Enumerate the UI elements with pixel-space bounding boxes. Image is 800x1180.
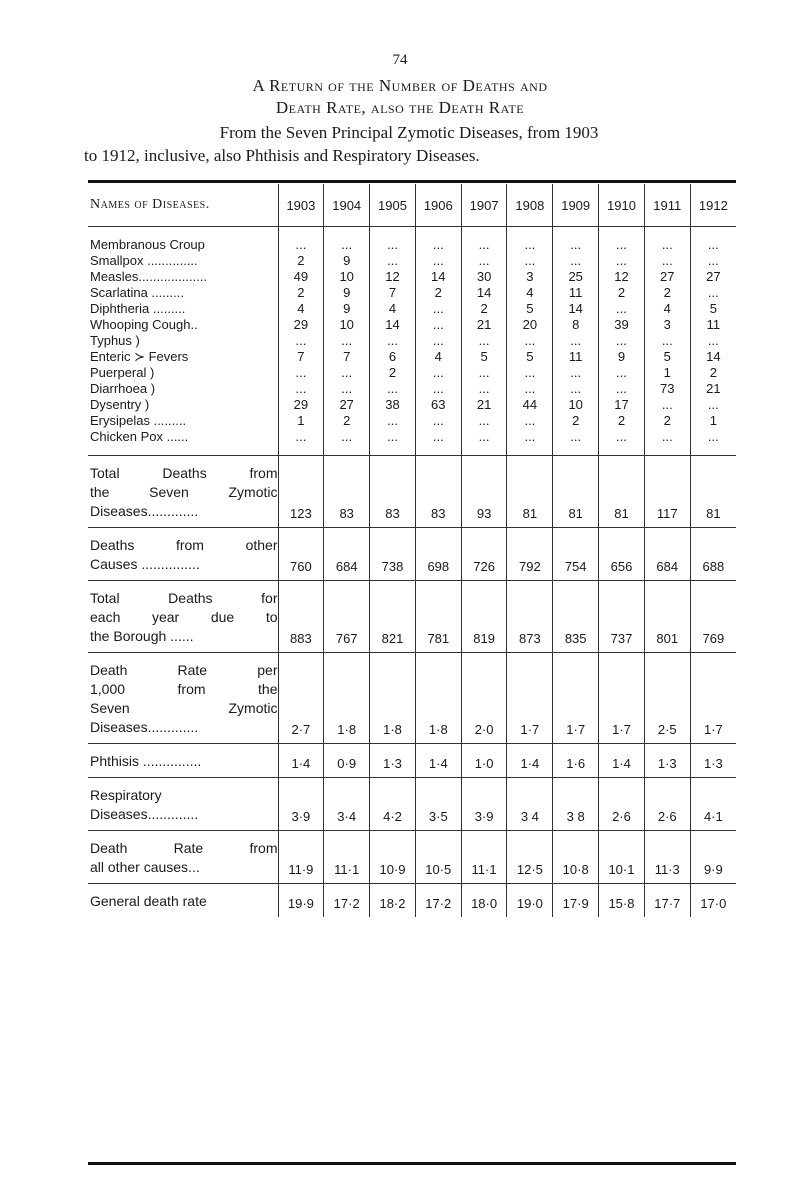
summary-label-line: Phthisis ............... bbox=[90, 753, 202, 769]
disease-value: ... bbox=[707, 333, 719, 348]
disease-value: ... bbox=[553, 365, 599, 381]
disease-value: ... bbox=[553, 227, 599, 253]
column-header-year: 1903 bbox=[278, 184, 324, 227]
summary-row bbox=[88, 744, 736, 778]
disease-name: Enteric ≻ Fevers bbox=[88, 349, 278, 365]
disease-value: ... bbox=[644, 227, 690, 253]
disease-row bbox=[88, 413, 736, 429]
disease-value: ... bbox=[415, 413, 461, 429]
disease-value: 25 bbox=[553, 269, 599, 285]
subtitle-line-1: From the Seven Principal Zymotic Diseases, from 1903 bbox=[219, 123, 599, 142]
disease-name: Membranous Croup bbox=[88, 227, 278, 253]
disease-name: Dysentry ) bbox=[88, 397, 278, 413]
disease-value: 27 bbox=[324, 397, 370, 413]
disease-row bbox=[88, 365, 736, 381]
disease-name: Erysipelas ......... bbox=[88, 413, 278, 429]
summary-value: 781 bbox=[415, 581, 461, 653]
disease-value: 4 bbox=[415, 349, 461, 365]
disease-row bbox=[88, 349, 736, 365]
summary-value: 3 4 bbox=[507, 778, 553, 831]
disease-value: 21 bbox=[461, 317, 507, 333]
disease-value: 7 bbox=[370, 285, 416, 301]
disease-value: 29 bbox=[278, 397, 324, 413]
summary-row bbox=[88, 581, 736, 653]
summary-label-line: Death Rate from bbox=[90, 840, 278, 856]
disease-value: 27 bbox=[644, 269, 690, 285]
disease-value: 4 bbox=[644, 301, 690, 317]
disease-value: 3 bbox=[644, 317, 690, 333]
summary-value: 81 bbox=[706, 506, 721, 521]
disease-value: 20 bbox=[507, 317, 553, 333]
summary-value: 81 bbox=[553, 456, 599, 528]
disease-value: 14 bbox=[415, 269, 461, 285]
disease-name: Measles................... bbox=[88, 269, 278, 285]
summary-value: 1·4 bbox=[599, 744, 645, 778]
disease-row bbox=[88, 397, 736, 413]
disease-value: 5 bbox=[709, 301, 717, 316]
top-rule bbox=[88, 180, 736, 183]
disease-value: 14 bbox=[461, 285, 507, 301]
disease-value: 21 bbox=[706, 381, 721, 396]
summary-value: 17·7 bbox=[644, 884, 690, 917]
summary-row bbox=[88, 653, 736, 744]
disease-value: ... bbox=[370, 227, 416, 253]
disease-value: 9 bbox=[324, 301, 370, 317]
disease-value: ... bbox=[370, 429, 416, 456]
summary-label bbox=[88, 778, 278, 831]
summary-label-line: Deaths from other bbox=[90, 537, 278, 553]
summary-value: 4·2 bbox=[370, 778, 416, 831]
summary-value: 81 bbox=[599, 456, 645, 528]
column-header-year: 1912 bbox=[698, 197, 728, 213]
column-header-year: 1911 bbox=[644, 184, 690, 227]
summary-value: 3 8 bbox=[553, 778, 599, 831]
disease-value: 11 bbox=[706, 317, 721, 332]
summary-value: 83 bbox=[324, 456, 370, 528]
summary-label-line: Diseases............. bbox=[90, 503, 199, 519]
summary-label bbox=[88, 653, 278, 744]
summary-value: 1·3 bbox=[703, 756, 723, 771]
disease-value: ... bbox=[507, 253, 553, 269]
summary-value: 3·9 bbox=[461, 778, 507, 831]
summary-label bbox=[88, 456, 278, 528]
disease-value: ... bbox=[370, 333, 416, 349]
disease-row bbox=[88, 253, 736, 269]
disease-value: 11 bbox=[553, 285, 599, 301]
summary-value: 11·9 bbox=[278, 831, 324, 884]
disease-value: 2 bbox=[324, 413, 370, 429]
disease-value: ... bbox=[324, 365, 370, 381]
disease-value: ... bbox=[278, 227, 324, 253]
disease-value: 10 bbox=[553, 397, 599, 413]
summary-label-line: Causes ............... bbox=[90, 556, 200, 572]
summary-label-line: Diseases............. bbox=[90, 806, 199, 822]
summary-label bbox=[88, 528, 278, 581]
disease-value: ... bbox=[553, 381, 599, 397]
disease-value: ... bbox=[370, 413, 416, 429]
disease-value: 2 bbox=[599, 285, 645, 301]
disease-value: ... bbox=[507, 365, 553, 381]
disease-value: 2 bbox=[461, 301, 507, 317]
summary-value: 2·0 bbox=[461, 653, 507, 744]
disease-value: 11 bbox=[553, 349, 599, 365]
disease-value: 10 bbox=[324, 269, 370, 285]
title-line-1: A Return of the Number of Deaths and bbox=[252, 76, 548, 95]
disease-value: 21 bbox=[461, 397, 507, 413]
summary-value: 10·1 bbox=[599, 831, 645, 884]
disease-name: Typhus ) bbox=[88, 333, 278, 349]
disease-name: Chicken Pox ...... bbox=[88, 429, 278, 456]
summary-label-line: General death rate bbox=[90, 893, 207, 909]
disease-value: 6 bbox=[370, 349, 416, 365]
summary-label-line: Total Deaths from bbox=[90, 465, 278, 481]
disease-value: 29 bbox=[278, 317, 324, 333]
disease-value: 14 bbox=[553, 301, 599, 317]
disease-value: ... bbox=[324, 333, 370, 349]
disease-name: Whooping Cough.. bbox=[88, 317, 278, 333]
summary-value: 2·5 bbox=[644, 653, 690, 744]
column-header-year: 1908 bbox=[507, 184, 553, 227]
disease-value: 2 bbox=[415, 285, 461, 301]
summary-value: 19·9 bbox=[278, 884, 324, 917]
disease-value: 2 bbox=[644, 285, 690, 301]
header-row bbox=[88, 184, 736, 227]
summary-row bbox=[88, 456, 736, 528]
summary-value: 792 bbox=[507, 528, 553, 581]
disease-value: ... bbox=[507, 227, 553, 253]
summary-value: 819 bbox=[461, 581, 507, 653]
summary-value: 1·6 bbox=[553, 744, 599, 778]
disease-value: ... bbox=[461, 227, 507, 253]
disease-value: ... bbox=[324, 227, 370, 253]
summary-label-line: the Borough ...... bbox=[90, 628, 194, 644]
summary-value: 801 bbox=[644, 581, 690, 653]
summary-value: 17·2 bbox=[324, 884, 370, 917]
summary-value: 11·1 bbox=[324, 831, 370, 884]
disease-value: ... bbox=[599, 301, 645, 317]
disease-value: ... bbox=[507, 413, 553, 429]
disease-value: ... bbox=[461, 381, 507, 397]
summary-label bbox=[88, 581, 278, 653]
disease-value: 4 bbox=[507, 285, 553, 301]
document-subtitle bbox=[84, 121, 734, 167]
column-header-names: Names of Diseases. bbox=[88, 184, 278, 227]
summary-label bbox=[88, 831, 278, 884]
summary-value: 1·7 bbox=[553, 653, 599, 744]
summary-value: 19·0 bbox=[507, 884, 553, 917]
page-number: 74 bbox=[392, 52, 408, 68]
disease-value: 2 bbox=[644, 413, 690, 429]
disease-value: 2 bbox=[370, 365, 416, 381]
disease-value: 2 bbox=[553, 413, 599, 429]
disease-value: 38 bbox=[370, 397, 416, 413]
disease-row bbox=[88, 285, 736, 301]
summary-value: 3·4 bbox=[324, 778, 370, 831]
summary-label-line: the Seven Zymotic bbox=[90, 484, 278, 500]
summary-value: 17·2 bbox=[415, 884, 461, 917]
summary-value: 821 bbox=[370, 581, 416, 653]
summary-label-line: Total Deaths for bbox=[90, 590, 278, 606]
disease-value: ... bbox=[370, 253, 416, 269]
summary-value: 0·9 bbox=[324, 744, 370, 778]
summary-label bbox=[88, 884, 278, 917]
disease-value: ... bbox=[415, 317, 461, 333]
summary-value: 835 bbox=[553, 581, 599, 653]
disease-value: 1 bbox=[709, 413, 717, 428]
summary-value: 737 bbox=[599, 581, 645, 653]
disease-value: 12 bbox=[370, 269, 416, 285]
summary-label bbox=[88, 744, 278, 778]
disease-value: ... bbox=[461, 333, 507, 349]
summary-value: 1·7 bbox=[599, 653, 645, 744]
title-line-2: Death Rate, also the Death Rate bbox=[275, 98, 525, 118]
column-header-year: 1910 bbox=[599, 184, 645, 227]
disease-value: ... bbox=[644, 397, 690, 413]
disease-name: Diphtheria ......... bbox=[88, 301, 278, 317]
summary-value: 1·0 bbox=[461, 744, 507, 778]
summary-value: 767 bbox=[324, 581, 370, 653]
summary-label-line: Death Rate per bbox=[90, 662, 278, 678]
disease-row bbox=[88, 381, 736, 397]
disease-value: 2 bbox=[278, 253, 324, 269]
summary-row bbox=[88, 528, 736, 581]
disease-value: 5 bbox=[644, 349, 690, 365]
summary-value: 2·7 bbox=[278, 653, 324, 744]
disease-value: ... bbox=[707, 237, 719, 252]
disease-name: Diarrhoea ) bbox=[88, 381, 278, 397]
disease-row bbox=[88, 333, 736, 349]
disease-name: Scarlatina ......... bbox=[88, 285, 278, 301]
summary-row bbox=[88, 778, 736, 831]
summary-value: 769 bbox=[702, 631, 725, 646]
disease-value: ... bbox=[507, 429, 553, 456]
summary-value: 9·9 bbox=[703, 862, 723, 877]
disease-value: 5 bbox=[507, 301, 553, 317]
disease-value: ... bbox=[278, 429, 324, 456]
summary-label-line: Seven Zymotic bbox=[90, 700, 278, 716]
summary-label-line: all other causes... bbox=[90, 859, 200, 875]
summary-value: 738 bbox=[370, 528, 416, 581]
deaths-table bbox=[88, 184, 736, 917]
summary-value: 17·9 bbox=[553, 884, 599, 917]
disease-value: 12 bbox=[599, 269, 645, 285]
disease-value: ... bbox=[461, 429, 507, 456]
disease-value: 2 bbox=[599, 413, 645, 429]
summary-value: 11·1 bbox=[461, 831, 507, 884]
summary-label-line: Respiratory bbox=[90, 787, 162, 803]
disease-value: ... bbox=[599, 365, 645, 381]
summary-value: 1·8 bbox=[415, 653, 461, 744]
disease-value: ... bbox=[278, 365, 324, 381]
disease-value: 9 bbox=[324, 285, 370, 301]
disease-value: ... bbox=[507, 381, 553, 397]
disease-value: 4 bbox=[278, 301, 324, 317]
summary-value: 12·5 bbox=[507, 831, 553, 884]
summary-value: 93 bbox=[461, 456, 507, 528]
summary-value: 81 bbox=[507, 456, 553, 528]
summary-value: 18·0 bbox=[461, 884, 507, 917]
summary-value: 10·5 bbox=[415, 831, 461, 884]
summary-value: 684 bbox=[324, 528, 370, 581]
summary-value: 15·8 bbox=[599, 884, 645, 917]
disease-value: ... bbox=[599, 253, 645, 269]
disease-value: ... bbox=[599, 333, 645, 349]
disease-value: ... bbox=[707, 253, 719, 268]
disease-value: ... bbox=[553, 429, 599, 456]
bottom-rule bbox=[88, 1162, 736, 1165]
disease-value: ... bbox=[461, 253, 507, 269]
summary-value: 4·1 bbox=[703, 809, 723, 824]
summary-value: 17·0 bbox=[700, 896, 727, 911]
disease-value: ... bbox=[553, 333, 599, 349]
summary-row bbox=[88, 884, 736, 917]
disease-value: ... bbox=[461, 413, 507, 429]
disease-value: 14 bbox=[370, 317, 416, 333]
summary-value: 2·6 bbox=[599, 778, 645, 831]
disease-value: 4 bbox=[370, 301, 416, 317]
summary-value: 726 bbox=[461, 528, 507, 581]
disease-value: 9 bbox=[599, 349, 645, 365]
disease-row bbox=[88, 301, 736, 317]
summary-value: 1·7 bbox=[507, 653, 553, 744]
disease-value: 73 bbox=[644, 381, 690, 397]
disease-value: ... bbox=[507, 333, 553, 349]
disease-value: ... bbox=[707, 397, 719, 412]
disease-value: ... bbox=[707, 429, 719, 444]
disease-value: ... bbox=[707, 285, 719, 300]
summary-value: 1·4 bbox=[415, 744, 461, 778]
summary-value: 3·9 bbox=[278, 778, 324, 831]
disease-row bbox=[88, 429, 736, 456]
disease-value: ... bbox=[644, 253, 690, 269]
disease-row bbox=[88, 269, 736, 285]
disease-value: 17 bbox=[599, 397, 645, 413]
disease-value: ... bbox=[415, 365, 461, 381]
summary-value: 2·6 bbox=[644, 778, 690, 831]
summary-value: 656 bbox=[599, 528, 645, 581]
disease-value: ... bbox=[599, 227, 645, 253]
summary-value: 18·2 bbox=[370, 884, 416, 917]
summary-value: 83 bbox=[415, 456, 461, 528]
summary-value: 1·3 bbox=[370, 744, 416, 778]
disease-value: 5 bbox=[507, 349, 553, 365]
summary-label-line: 1,000 from the bbox=[90, 681, 278, 697]
summary-value: 3·5 bbox=[415, 778, 461, 831]
summary-row bbox=[88, 831, 736, 884]
subtitle-line-2: to 1912, inclusive, also Phthisis and Respiratory Diseases. bbox=[84, 146, 480, 165]
summary-value: 10·8 bbox=[553, 831, 599, 884]
summary-value: 1·4 bbox=[507, 744, 553, 778]
disease-value: ... bbox=[415, 301, 461, 317]
disease-row bbox=[88, 317, 736, 333]
summary-value: 1·3 bbox=[644, 744, 690, 778]
disease-value: ... bbox=[415, 253, 461, 269]
disease-name: Puerperal ) bbox=[88, 365, 278, 381]
summary-value: 83 bbox=[370, 456, 416, 528]
disease-value: 10 bbox=[324, 317, 370, 333]
summary-value: 1·4 bbox=[278, 744, 324, 778]
disease-value: ... bbox=[415, 429, 461, 456]
summary-value: 1·7 bbox=[703, 722, 723, 737]
summary-value: 123 bbox=[278, 456, 324, 528]
summary-value: 754 bbox=[553, 528, 599, 581]
column-header-year: 1904 bbox=[324, 184, 370, 227]
disease-value: ... bbox=[644, 429, 690, 456]
disease-value: ... bbox=[370, 381, 416, 397]
summary-label-line: Diseases............. bbox=[90, 719, 199, 735]
disease-value: 3 bbox=[507, 269, 553, 285]
disease-value: ... bbox=[415, 333, 461, 349]
summary-value: 10·9 bbox=[370, 831, 416, 884]
summary-value: 873 bbox=[507, 581, 553, 653]
disease-value: 44 bbox=[507, 397, 553, 413]
summary-value: 760 bbox=[278, 528, 324, 581]
disease-value: 5 bbox=[461, 349, 507, 365]
summary-value: 11·3 bbox=[644, 831, 690, 884]
summary-value: 698 bbox=[415, 528, 461, 581]
summary-label-line: each year due to bbox=[90, 609, 278, 625]
disease-value: 27 bbox=[706, 269, 721, 284]
disease-value: 49 bbox=[278, 269, 324, 285]
document-title bbox=[0, 75, 800, 119]
summary-value: 688 bbox=[702, 559, 725, 574]
disease-value: 1 bbox=[278, 413, 324, 429]
disease-value: 9 bbox=[324, 253, 370, 269]
summary-value: 1·8 bbox=[324, 653, 370, 744]
summary-value: 1·8 bbox=[370, 653, 416, 744]
disease-value: ... bbox=[324, 429, 370, 456]
column-header-year: 1909 bbox=[553, 184, 599, 227]
disease-value: ... bbox=[324, 381, 370, 397]
summary-value: 883 bbox=[278, 581, 324, 653]
disease-value: 8 bbox=[553, 317, 599, 333]
disease-value: 1 bbox=[644, 365, 690, 381]
column-header-year: 1907 bbox=[461, 184, 507, 227]
disease-value: ... bbox=[599, 381, 645, 397]
disease-value: ... bbox=[415, 227, 461, 253]
disease-value: ... bbox=[278, 381, 324, 397]
disease-value: ... bbox=[553, 253, 599, 269]
disease-value: 7 bbox=[324, 349, 370, 365]
disease-value: 39 bbox=[599, 317, 645, 333]
column-header-year: 1905 bbox=[370, 184, 416, 227]
disease-value: ... bbox=[278, 333, 324, 349]
disease-value: ... bbox=[461, 365, 507, 381]
disease-name: Smallpox .............. bbox=[88, 253, 278, 269]
disease-value: 7 bbox=[278, 349, 324, 365]
disease-value: 63 bbox=[415, 397, 461, 413]
disease-row bbox=[88, 227, 736, 253]
disease-value: 30 bbox=[461, 269, 507, 285]
summary-value: 117 bbox=[644, 456, 690, 528]
disease-value: 2 bbox=[278, 285, 324, 301]
disease-value: ... bbox=[644, 333, 690, 349]
disease-value: 14 bbox=[706, 349, 721, 364]
disease-value: ... bbox=[415, 381, 461, 397]
disease-value: ... bbox=[599, 429, 645, 456]
disease-value: 2 bbox=[709, 365, 717, 380]
summary-value: 684 bbox=[644, 528, 690, 581]
column-header-year: 1906 bbox=[415, 184, 461, 227]
